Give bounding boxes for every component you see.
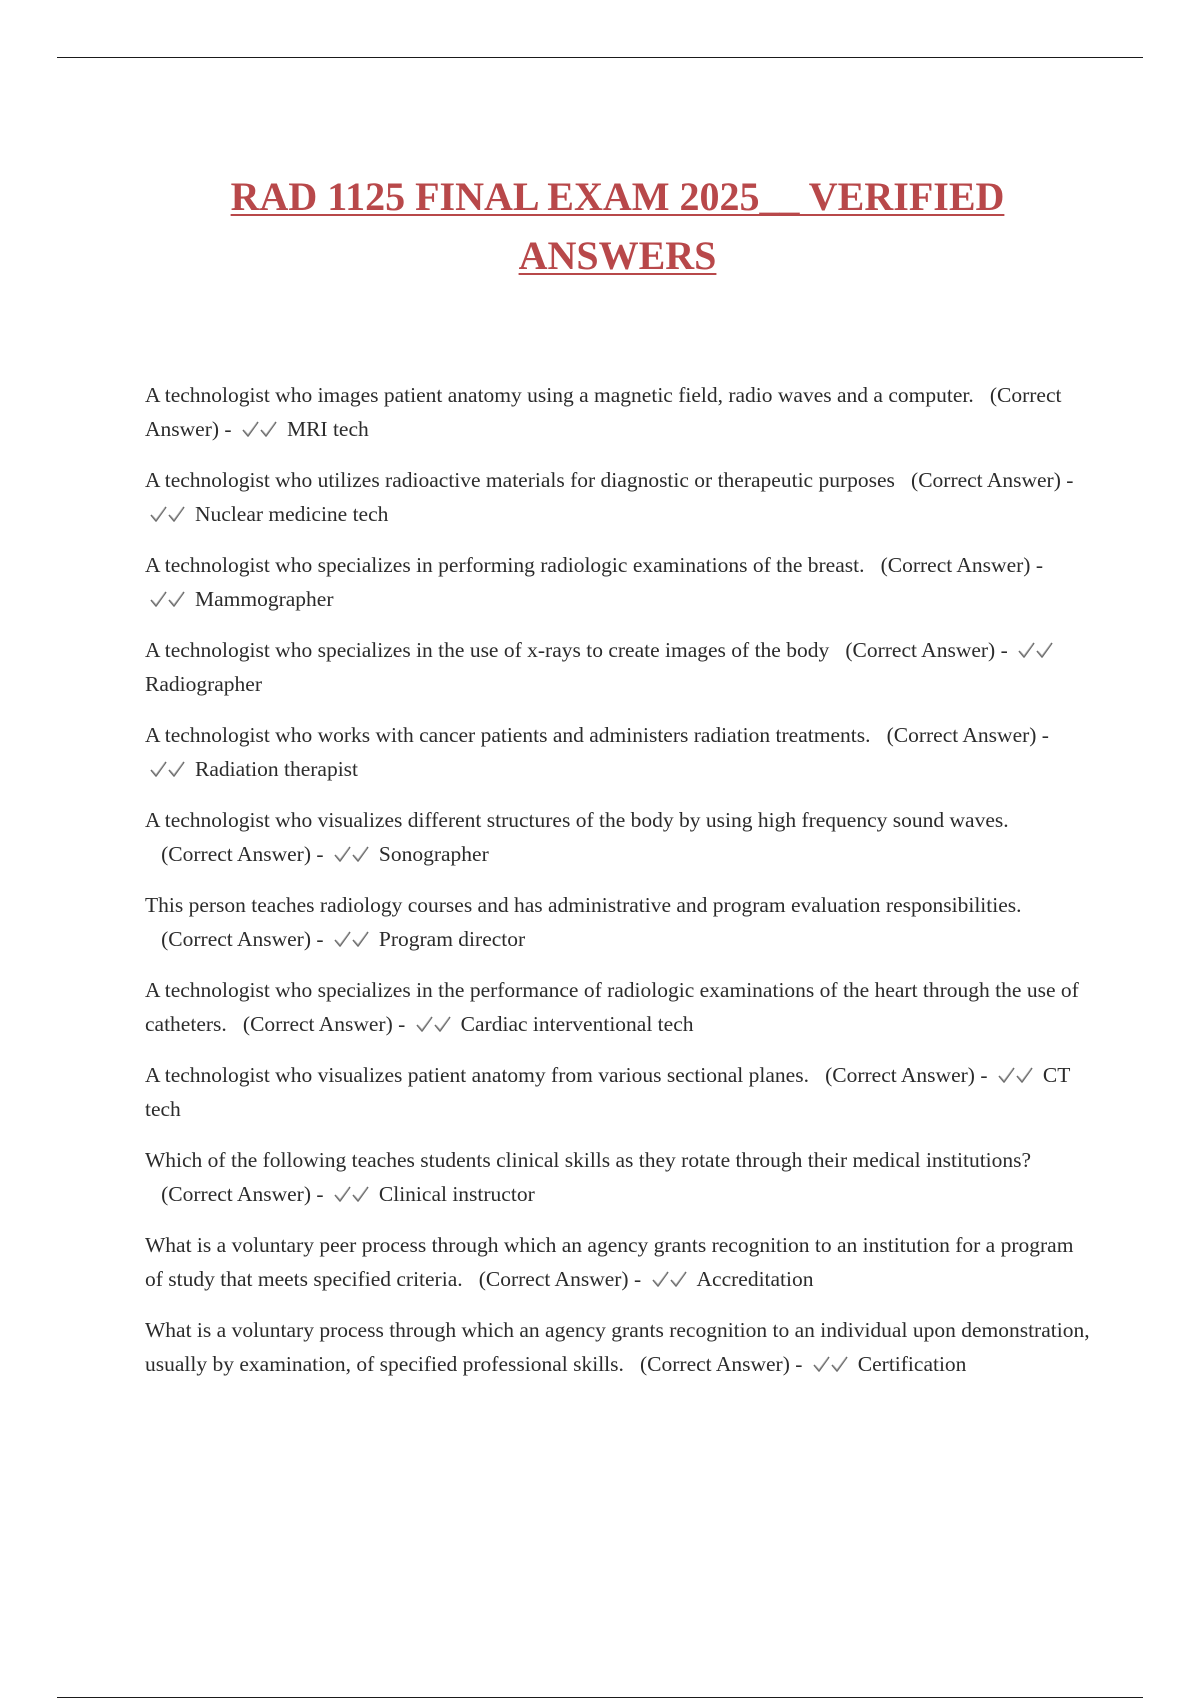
qa-item [145,803,1090,871]
question-text: A technologist who works with cancer patients and administers radiation treatments. [145,723,871,747]
double-check-icon [997,1065,1037,1085]
double-check-icon [651,1269,691,1289]
double-check-icon [149,589,189,609]
question-text: A technologist who visualizes patient anatomy from various sectional planes. [145,1063,809,1087]
answer-text: Sonographer [378,842,489,866]
qa-item [145,378,1090,446]
question-text: What is a voluntary peer process through which an agency grants recognition to an institution for a program of study that meets specified criteria. [145,1233,1074,1291]
qa-item [145,1228,1090,1296]
answer-marker: (Correct Answer) - [161,842,324,866]
bottom-rule [57,1697,1143,1698]
qa-item [145,463,1090,531]
double-check-icon [149,504,189,524]
qa-item [145,1143,1090,1211]
answer-marker: (Correct Answer) - [478,1267,642,1291]
qa-item [145,548,1090,616]
question-text: Which of the following teaches students clinical skills as they rotate through their medical institutions? [145,1148,1032,1172]
question-text: A technologist who specializes in performing radiologic examinations of the breast. [145,553,865,577]
double-check-icon [415,1014,455,1034]
answer-text: Mammographer [195,587,334,611]
double-check-icon [333,929,373,949]
qa-item [145,1313,1090,1381]
question-text: This person teaches radiology courses and has administrative and program evaluation responsibilities. [145,893,1022,917]
top-rule [57,57,1143,58]
qa-item [145,718,1090,786]
question-text: A technologist who specializes in the use of x-rays to create images of the body [145,638,830,662]
answer-text: MRI tech [286,417,369,441]
answer-marker: (Correct Answer) - [886,723,1049,747]
qa-list [145,378,1090,1398]
answer-text: Radiation therapist [195,757,359,781]
double-check-icon [1017,640,1057,660]
answer-marker: (Correct Answer) - [161,1182,324,1206]
question-text: A technologist who specializes in the performance of radiologic examinations of the heart through the use of catheters. [145,978,1079,1036]
question-text: A technologist who visualizes different structures of the body by using high frequency sound waves. [145,808,1009,832]
answer-marker: (Correct Answer) - [161,927,324,951]
qa-item [145,633,1090,701]
answer-text: Clinical instructor [378,1182,535,1206]
qa-item [145,973,1090,1041]
answer-marker: (Correct Answer) - [911,468,1074,492]
double-check-icon [241,419,281,439]
answer-marker: (Correct Answer) - [880,553,1043,577]
page-title [140,167,1095,285]
qa-item [145,1058,1090,1126]
answer-text: Cardiac interventional tech [460,1012,694,1036]
question-text: A technologist who utilizes radioactive materials for diagnostic or therapeutic purposes [145,468,895,492]
title-line-2: ANSWERS [518,232,717,278]
answer-marker: (Correct Answer) - [845,638,1008,662]
double-check-icon [812,1354,852,1374]
question-text: What is a voluntary process through which an agency grants recognition to an individual upon demonstration, usually by examination, of specified professional skills. [145,1318,1090,1376]
answer-text: Program director [378,927,526,951]
double-check-icon [149,759,189,779]
double-check-icon [333,1184,373,1204]
answer-text: Certification [857,1352,967,1376]
question-text: A technologist who images patient anatomy using a magnetic field, radio waves and a computer. [145,383,974,407]
title-line-1: RAD 1125 FINAL EXAM 2025__ VERIFIED [230,173,1005,219]
answer-text: Nuclear medicine tech [195,502,389,526]
answer-marker: (Correct Answer) - [825,1063,988,1087]
answer-text: Accreditation [696,1267,814,1291]
answer-marker: (Correct Answer) - [640,1352,803,1376]
qa-item [145,888,1090,956]
answer-marker: (Correct Answer) - [145,383,1062,441]
answer-text: CT tech [145,1063,1070,1121]
double-check-icon [333,844,373,864]
answer-text: Radiographer [145,672,263,696]
answer-marker: (Correct Answer) - [242,1012,406,1036]
